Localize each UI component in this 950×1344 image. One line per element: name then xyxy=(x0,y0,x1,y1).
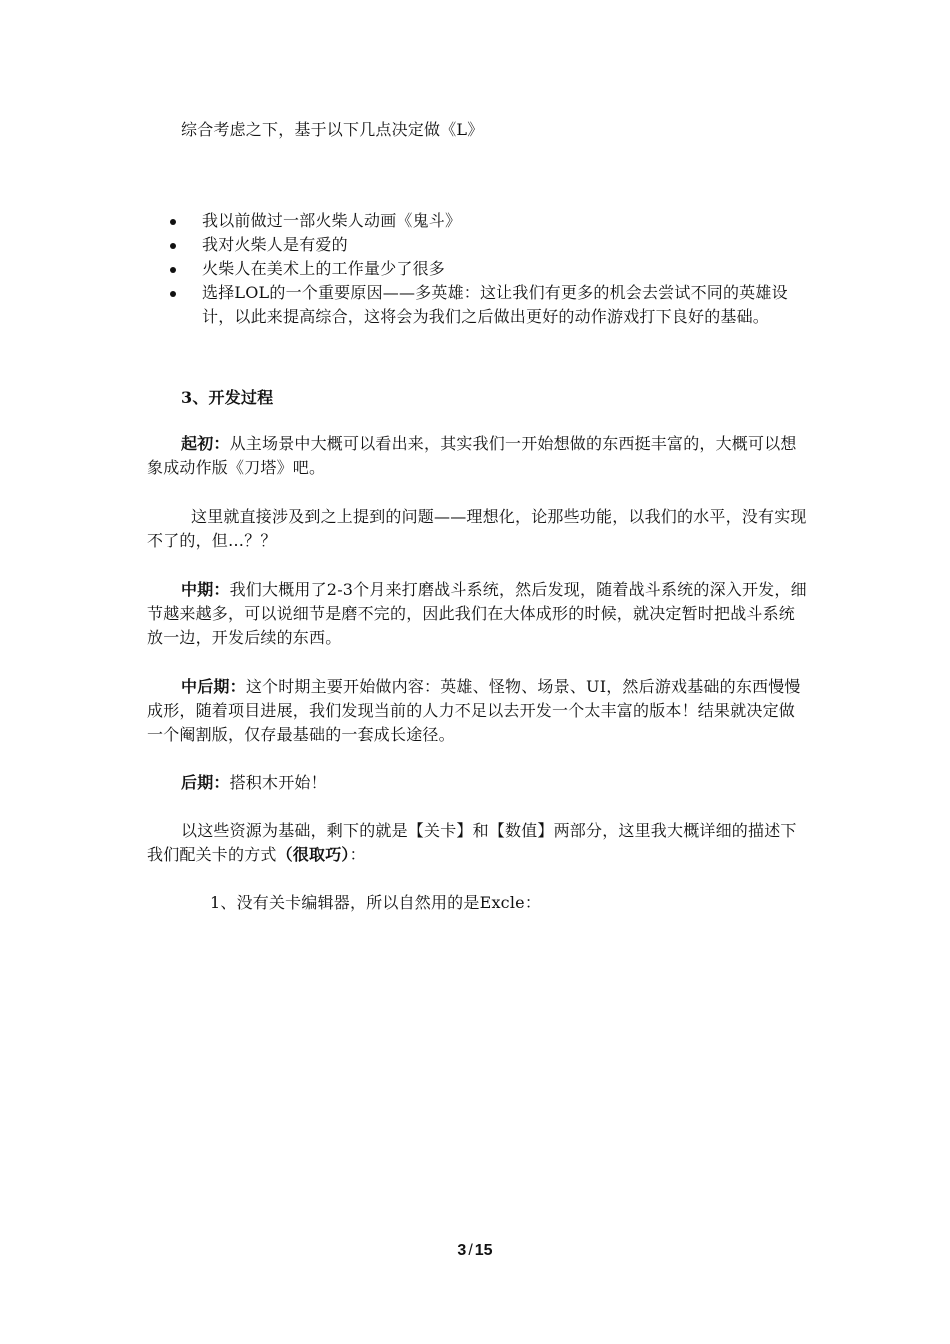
page-separator: / xyxy=(468,1242,473,1259)
paragraph-label: 中期： xyxy=(181,580,230,599)
paragraph-emphasis: （很取巧） xyxy=(276,845,350,864)
paragraph-early xyxy=(147,432,807,480)
page-current: 3 xyxy=(457,1242,467,1259)
bullet-icon xyxy=(170,267,176,273)
bullet-icon xyxy=(170,291,176,297)
paragraph-text: 以这些资源为基础，剩下的就是【关卡】和【数值】两部分，这里我大概详细的描述下我们配关卡的方式 xyxy=(147,821,797,864)
list-item-text: 我以前做过一部火柴人动画《鬼斗》 xyxy=(202,211,462,230)
paragraph-step1: 1、没有关卡编辑器，所以自然用的是Excle： xyxy=(210,893,542,912)
paragraph-text: 这个时期主要开始做内容：英雄、怪物、场景、UI，然后游戏基础的东西慢慢成形，随着项目进展，我们发现当前的人力不足以去开发一个太丰富的版本！结果就决定做一个阉割版，仅存最基础的一套成长途径。 xyxy=(147,677,801,744)
reasons-list xyxy=(170,209,810,329)
paragraph-late xyxy=(147,771,807,795)
list-item xyxy=(170,257,810,281)
paragraph-middle xyxy=(147,578,807,650)
bullet-icon xyxy=(170,219,176,225)
paragraph-text: 搭积木开始！ xyxy=(229,773,327,792)
page-total: 15 xyxy=(474,1242,493,1259)
list-item xyxy=(170,281,810,329)
intro-paragraph: 综合考虑之下，基于以下几点决定做《L》 xyxy=(181,120,484,139)
paragraph-label: 后期： xyxy=(181,773,230,792)
bullet-icon xyxy=(170,243,176,249)
list-item-text: 选择LOL的一个重要原因——多英雄：这让我们有更多的机会去尝试不同的英雄设计，以此来提高综合，这将会为我们之后做出更好的动作游戏打下良好的基础。 xyxy=(202,283,788,326)
paragraph-label: 中后期： xyxy=(181,677,246,696)
paragraph-text: 从主场景中大概可以看出来，其实我们一开始想做的东西挺丰富的，大概可以想象成动作版《刀塔》吧。 xyxy=(147,434,797,477)
list-item xyxy=(170,209,810,233)
paragraph-text: 我们大概用了2-3个月来打磨战斗系统，然后发现，随着战斗系统的深入开发，细节越来越多，可以说细节是磨不完的，因此我们在大体成形的时候，就决定暂时把战斗系统放一边，开发后续的东西。 xyxy=(147,580,807,647)
paragraph-resources xyxy=(147,819,807,867)
paragraph-label: 起初： xyxy=(181,434,230,453)
page-number xyxy=(0,1242,950,1260)
list-item xyxy=(170,233,810,257)
list-item-text: 我对火柴人是有爱的 xyxy=(202,235,348,254)
paragraph-text-end: ： xyxy=(349,845,366,864)
paragraph-mid-late xyxy=(147,675,807,747)
section-heading: 3、开发过程 xyxy=(181,388,274,407)
list-item-text: 火柴人在美术上的工作量少了很多 xyxy=(202,259,446,278)
paragraph-ideal: 这里就直接涉及到之上提到的问题——理想化，论那些功能，以我们的水平，没有实现不了的，但…？？ xyxy=(147,507,807,550)
